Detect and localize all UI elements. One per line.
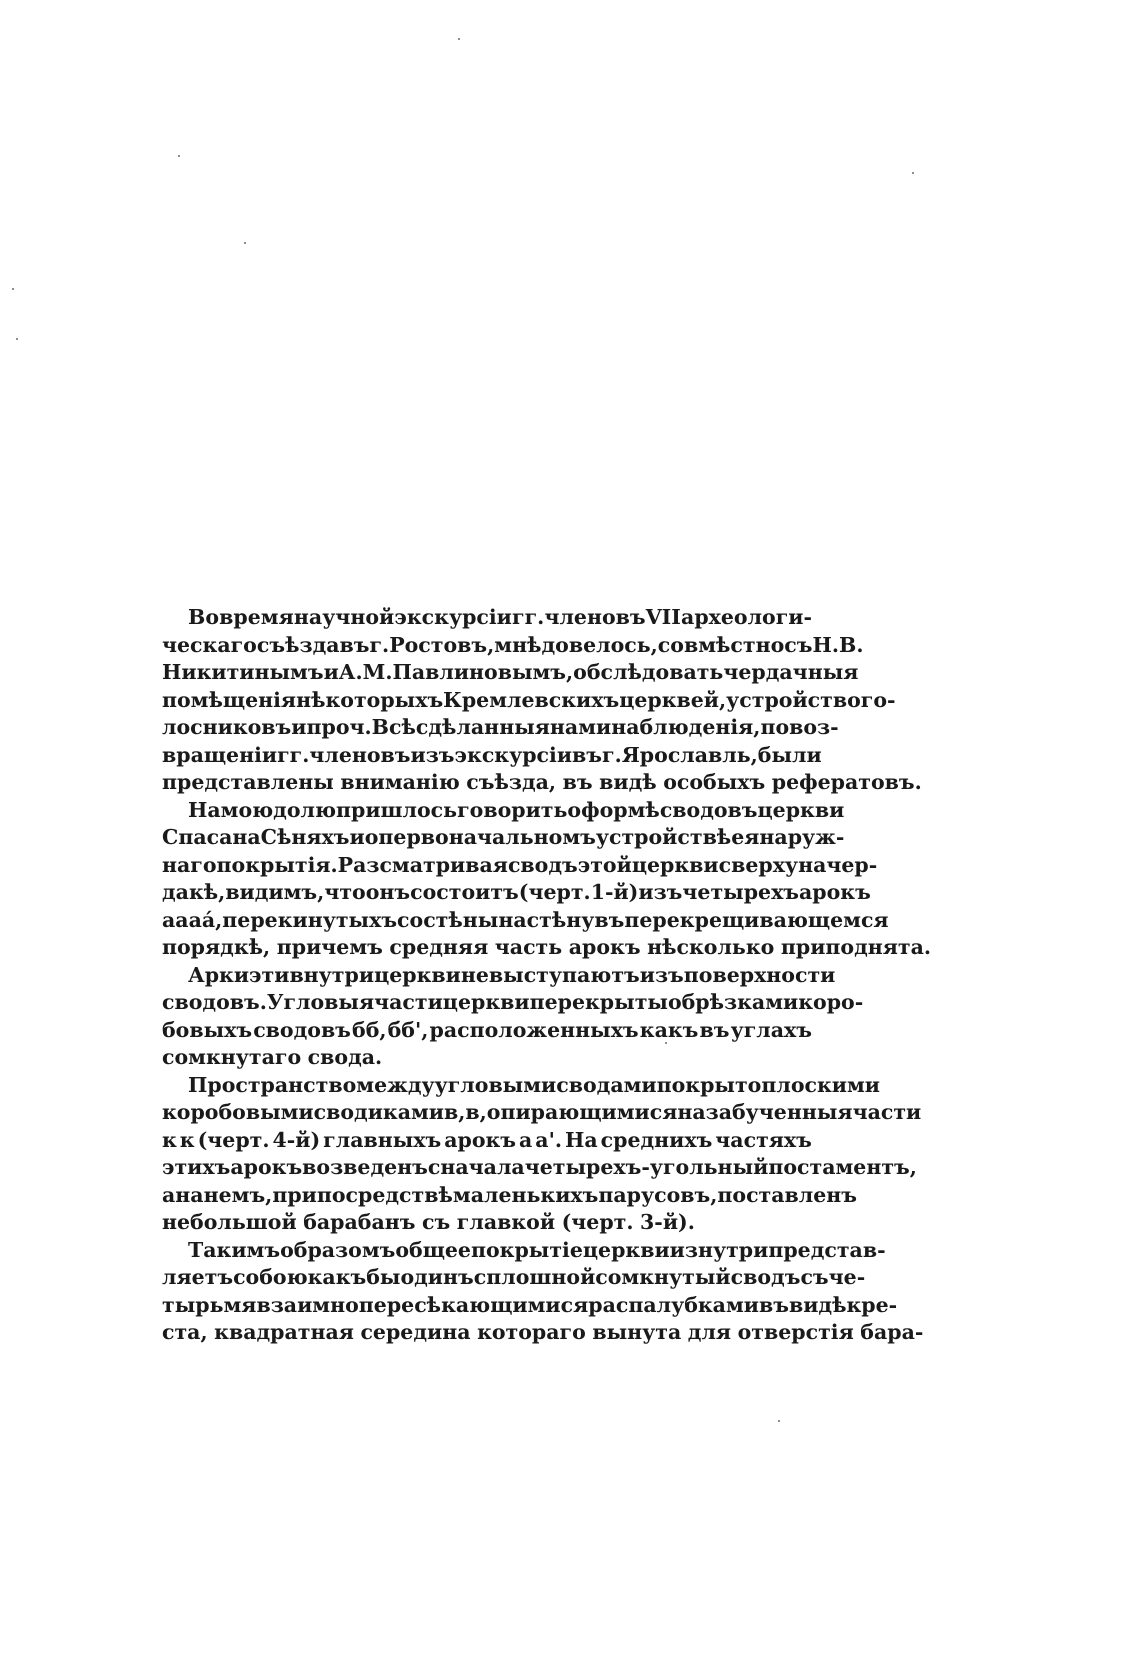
paragraph	[162, 1237, 924, 1347]
text-line: порядкѣ, причемъ средняя часть арокъ нѣсколько приподнята.	[162, 935, 932, 959]
paragraph	[162, 797, 932, 962]
text-line: аааа́, перекинутыхъ со стѣны на стѣну въ перекрещивающемся	[162, 907, 889, 932]
text-line: небольшой барабанъ съ главкой (черт. 3-й).	[162, 1210, 695, 1234]
text-line: помѣщенія нѣкоторыхъ Кремлевскихъ церквей, устройство го-	[162, 687, 896, 712]
scan-speck	[912, 172, 914, 174]
scan-speck	[12, 288, 14, 290]
text-line: ляетъ собою какъ бы одинъ сплошной сомкнутый сводъ съ че-	[162, 1265, 866, 1289]
paragraph	[162, 604, 922, 797]
scan-speck	[458, 38, 460, 40]
text-line: бовыхъ сводовъ бб, б́б', расположенныхъ какъ въ углахъ	[162, 1017, 812, 1042]
text-line: сводовъ. Угловыя части церкви перекрыты обрѣзками коро-	[162, 990, 864, 1014]
text-line: Никитинымъ и А. М. Павлиновымъ, обслѣдовать чердачныя	[162, 660, 859, 684]
text-line: На мою долю пришлось говорить о формѣ сводовъ церкви	[188, 797, 845, 822]
text-line: этихъ арокъ возведенъ сначала четырехъ-угольный постаментъ,	[162, 1155, 917, 1179]
paragraph	[162, 1072, 922, 1237]
text-line: дакѣ, видимъ, что онъ состоитъ (черт. 1-й) изъ четырехъ арокъ	[162, 880, 871, 904]
scan-speck	[16, 338, 18, 340]
text-line: сомкнутаго свода.	[162, 1045, 383, 1069]
paragraph	[162, 962, 864, 1072]
text-line: коробовыми сводиками в, в, опирающимися на забученныя части	[162, 1100, 922, 1124]
text-line: Пространство между угловыми сводами покрыто плоскими	[188, 1072, 880, 1097]
text-line: наго покрытія. Разсматривая сводъ этой церкви сверху на чер-	[162, 852, 878, 877]
text-line: представлены вниманію съѣзда, въ видѣ особыхъ рефератовъ.	[162, 770, 922, 794]
text-line: тырьмя взаимно пересѣкающимися распалубками въ видѣ кре-	[162, 1292, 898, 1317]
text-line: Во время научной экскурсіи гг. членовъ VII археологи-	[188, 605, 812, 629]
text-line: Спаса на Сѣняхъ и о первоначальномъ устройствѣ ея наруж-	[162, 825, 845, 849]
text-line: ческаго съѣзда въ г. Ростовъ, мнѣ довелось, совмѣстно съ Н. В.	[162, 632, 864, 657]
text-line: Арки эти внутри церкви не выступаютъ изъ поверхности	[188, 962, 836, 987]
scan-speck	[244, 242, 246, 244]
scan-speck	[778, 1420, 780, 1422]
text-line: вращеніи гг. членовъ изъ экскурсіи въ г. Ярославль, были	[162, 742, 822, 767]
scan-speck	[178, 155, 180, 157]
text-line: к к (черт. 4-й) главныхъ арокъ а а'. На среднихъ частяхъ	[162, 1127, 812, 1152]
text-line: а на немъ, при посредствѣ маленькихъ парусовъ, поставленъ	[162, 1182, 858, 1207]
text-line: ста, квадратная середина котораго вынута для отверстія бара-	[162, 1320, 924, 1344]
text-line: лосниковъ и проч. Всѣ сдѣланныя нами наблюденія, по воз-	[162, 715, 839, 739]
text-line: Такимъ образомъ общее покрытіе церкви изнутри представ-	[188, 1237, 886, 1262]
body-text	[162, 604, 932, 1347]
